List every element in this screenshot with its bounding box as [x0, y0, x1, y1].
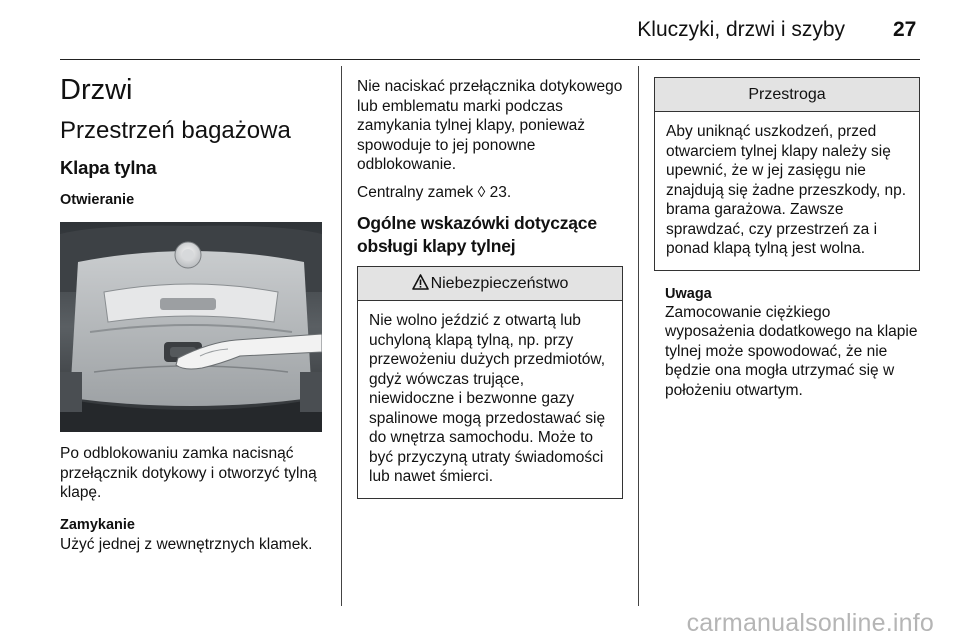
caution-text: Aby uniknąć uszkodzeń, przed otwarciem tylnej klapy należy się upewnić, że w jej zasięgu nie znajdują się żadne przeszkody, np. brama garażowa. Zawsze sprawdzać, czy przestrzeń za i ponad klapą tylną jest wolna.	[666, 123, 907, 257]
reference-text: Centralny zamek	[357, 183, 474, 201]
cross-reference	[357, 183, 623, 203]
header-title: Kluczyki, drzwi i szyby	[637, 18, 845, 41]
danger-box-header	[358, 267, 622, 301]
section-title: Drzwi	[60, 74, 133, 106]
note-title: Uwaga	[665, 285, 712, 302]
note	[654, 285, 920, 401]
column-3	[654, 77, 920, 400]
watermark: carmanualsonline.info	[686, 609, 934, 637]
caution-title: Przestroga	[655, 78, 919, 112]
closing-label: Zamykanie	[60, 516, 135, 533]
note-text: Zamocowanie ciężkiego wyposażenia dodatkowego na klapie tylnej może spowodować, że nie będzie ona mogła utrzymać się w położeniu otwartym.	[665, 303, 918, 399]
opening-text: Po odblokowaniu zamka nacisnąć przełącznik dotykowy i otworzyć tylną klapę.	[60, 445, 317, 501]
danger-text: Nie wolno jeździć z otwartą lub uchyloną klapą tylną, np. przy przewożeniu dużych przedmiotów, gdyż wówczas trujące, niewidoczne i bezwonne gazy spalinowe mogą przedostawać się do wnętrza samochodu. Może to być przyczyną utraty świadomości lub nawet śmierci.	[369, 312, 606, 485]
warning-triangle-icon	[412, 274, 429, 290]
header-rule	[60, 59, 920, 60]
danger-title: Niebezpieczeństwo	[430, 275, 569, 292]
danger-box	[357, 266, 623, 499]
reference-arrow-icon: ◊	[477, 183, 486, 201]
caution-box	[654, 77, 920, 271]
column-divider-1	[341, 66, 342, 606]
column-1	[60, 72, 332, 554]
column-2	[357, 77, 623, 499]
column-divider-2	[638, 66, 639, 606]
tailgate-photo	[60, 222, 322, 432]
subsection-title: Przestrzeń bagażowa	[60, 117, 291, 144]
opening-label: Otwieranie	[60, 192, 135, 208]
reference-page: 23.	[489, 183, 512, 201]
general-notes-heading: Ogólne wskazówki dotyczące obsługi klapy tylnej	[357, 213, 597, 256]
closing-text: Użyć jednej z wewnętrznych klamek.	[60, 535, 313, 553]
paragraph-touch-pad: Nie naciskać przełącznika dotykowego lub emblematu marki podczas zamykania tylnej klapy, ponieważ spowoduje to jej ponowne odblokowanie.	[357, 78, 623, 173]
subsubsection-title: Klapa tylna	[60, 157, 157, 178]
page-number: 27	[893, 18, 917, 41]
